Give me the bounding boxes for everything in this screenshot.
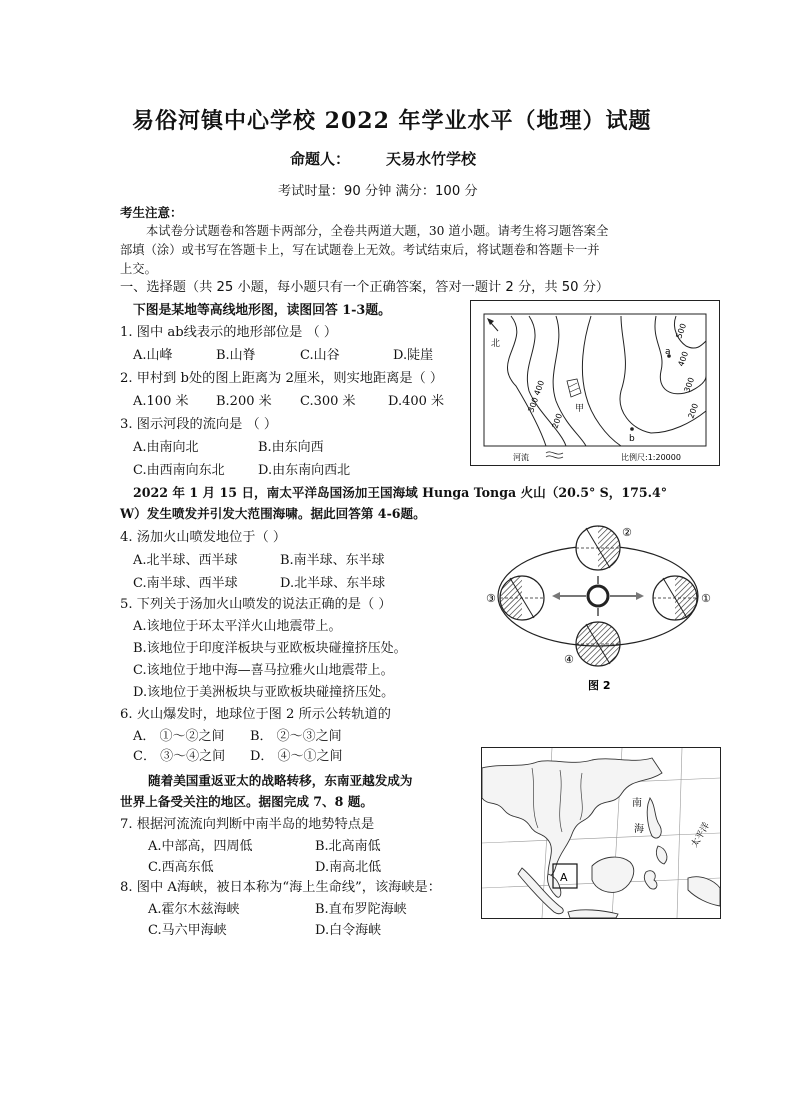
q4-stem: 4. 汤加火山喷发地位于（ ）	[120, 530, 287, 545]
exam-meta: 考试时量：90 分钟 满分：100 分	[278, 184, 478, 199]
q6-option-d[interactable]: D． ④～①之间	[250, 749, 343, 764]
notice-line-1: 本试卷分试题卷和答题卡两部分，全卷共两道大题，30 道小题。请考生将习题答案全	[146, 224, 609, 238]
q2-option-d[interactable]: D.400 米	[388, 394, 445, 409]
contour-label-300-left: 300	[526, 396, 541, 414]
q8-stem: 8. 图中 A海峡，被日本称为“海上生命线”，该海峡是：	[120, 880, 441, 895]
orbit-figure	[482, 518, 717, 693]
notice-line-2: 部填（涂）或书写在答题卡上，写在试题卷上无效。考试结束后，将试题卷和答题卡一并	[120, 243, 600, 257]
position-4-label: ④	[564, 653, 574, 666]
q3-option-d[interactable]: D.由东南向西北	[258, 463, 351, 478]
q3-option-c[interactable]: C.由西南向东北	[133, 463, 225, 478]
group3-intro-line-1: 随着美国重返亚太的战略转移，东南亚越发成为	[148, 773, 413, 788]
q8-option-b[interactable]: B.直布罗陀海峡	[315, 902, 407, 917]
q1-option-c[interactable]: C.山谷	[300, 348, 340, 363]
contour-label-300: 300	[682, 376, 697, 394]
contour-label-400: 400	[676, 350, 691, 368]
q2-option-c[interactable]: C.300 米	[300, 394, 356, 409]
q4-option-b[interactable]: B.南半球、东半球	[280, 553, 385, 568]
section-1-heading: 一、选择题（共 25 小题，每小题只有一个正确答案，答对一题计 2 分，共 50 分）	[120, 280, 610, 295]
q7-option-d[interactable]: D.南高北低	[315, 860, 382, 875]
page-title: 易俗河镇中心学校 2022 年学业水平（地理）试题	[132, 108, 652, 134]
notice-heading: 考生注意：	[120, 205, 183, 220]
q5-option-b[interactable]: B.该地位于印度洋板块与亚欧板块碰撞挤压处。	[133, 641, 407, 656]
orbit-diagram	[482, 518, 717, 693]
ocean-label: 太平洋	[689, 821, 713, 850]
q6-option-b[interactable]: B． ②～③之间	[250, 729, 342, 744]
q6-option-a[interactable]: A． ①～②之间	[133, 729, 225, 744]
q4-option-c[interactable]: C.南半球、西半球	[133, 576, 238, 591]
q4-option-d[interactable]: D.北半球、东半球	[280, 576, 386, 591]
legend-scale: 比例尺:1:20000	[621, 453, 681, 462]
q3-option-a[interactable]: A.由南向北	[133, 440, 199, 455]
legend-river-label: 河流	[513, 453, 529, 462]
q3-stem: 3. 图示河段的流向是 （ ）	[120, 417, 278, 432]
q2-option-b[interactable]: B.200 米	[216, 394, 272, 409]
position-3-label: ③	[486, 592, 496, 605]
q8-option-d[interactable]: D.白令海峡	[315, 923, 382, 938]
q7-option-b[interactable]: B.北高南低	[315, 839, 381, 854]
north-label: 北	[491, 339, 501, 349]
contour-map	[471, 301, 719, 465]
q1-option-d[interactable]: D.陡崖	[393, 348, 434, 363]
q1-option-a[interactable]: A.山峰	[133, 348, 173, 363]
point-b-label: b	[629, 434, 635, 444]
q5-option-c[interactable]: C.该地位于地中海—喜马拉雅火山地震带上。	[133, 663, 394, 678]
q8-option-c[interactable]: C.马六甲海峡	[148, 923, 227, 938]
q6-stem: 6. 火山爆发时，地球位于图 2 所示公转轨道的	[120, 707, 391, 722]
sea-label-south: 南	[632, 798, 642, 809]
q7-option-a[interactable]: A.中部高，四周低	[148, 839, 253, 854]
q5-option-a[interactable]: A.该地位于环太平洋火山地震带上。	[133, 619, 342, 634]
southeast-asia-map	[482, 748, 720, 918]
strait-a-label: A	[560, 871, 568, 884]
position-2-label: ②	[622, 526, 632, 539]
southeast-asia-map-figure	[481, 747, 721, 919]
q8-option-a[interactable]: A.霍尔木兹海峡	[148, 902, 240, 917]
q4-option-a[interactable]: A.北半球、西半球	[133, 553, 238, 568]
notice-line-3: 上交。	[120, 262, 157, 276]
contour-label-200-left: 200	[550, 412, 565, 430]
q2-stem: 2. 甲村到 b处的图上距离为 2厘米，则实地距离是（ ）	[120, 371, 444, 386]
point-a-label: a	[665, 347, 671, 357]
q6-option-c[interactable]: C． ③～④之间	[133, 749, 226, 764]
group2-intro-line-2: W）发生喷发并引发大范围海啸。据此回答第 4-6题。	[120, 506, 426, 521]
village-label: 甲	[575, 404, 585, 414]
q1-option-b[interactable]: B.山脊	[216, 348, 256, 363]
q7-option-c[interactable]: C.西高东低	[148, 860, 214, 875]
q5-option-d[interactable]: D.该地位于美洲板块与亚欧板块碰撞挤压处。	[133, 685, 395, 700]
q7-stem: 7. 根据河流流向判断中南半岛的地势特点是	[120, 817, 375, 832]
author-value: 天易水竹学校	[386, 150, 477, 168]
q2-option-a[interactable]: A.100 米	[133, 394, 189, 409]
q1-stem: 1. 图中 ab线表示的地形部位是 （ ）	[120, 325, 338, 340]
q3-option-b[interactable]: B.由东向西	[258, 440, 324, 455]
group3-intro-line-2: 世界上备受关注的地区。据图完成 7、8 题。	[120, 794, 373, 809]
contour-label-400-left: 400	[532, 379, 547, 397]
group2-intro-line-1: 2022 年 1 月 15 日，南太平洋岛国汤加王国海域 Hunga Tonga 火山（20.5° S，175.4°	[133, 485, 668, 500]
contour-map-figure	[470, 300, 720, 466]
q5-stem: 5. 下列关于汤加火山喷发的说法正确的是（ ）	[120, 597, 392, 612]
group1-intro: 下图是某地等高线地形图，读图回答 1-3题。	[133, 303, 391, 318]
contour-label-200-right: 200	[686, 402, 701, 420]
sea-label-sea: 海	[634, 824, 644, 835]
contour-label-500: 500	[674, 322, 689, 340]
author-label: 命题人：	[290, 150, 351, 168]
position-1-label: ①	[701, 592, 711, 605]
figure-2-caption: 图 2	[588, 679, 611, 692]
